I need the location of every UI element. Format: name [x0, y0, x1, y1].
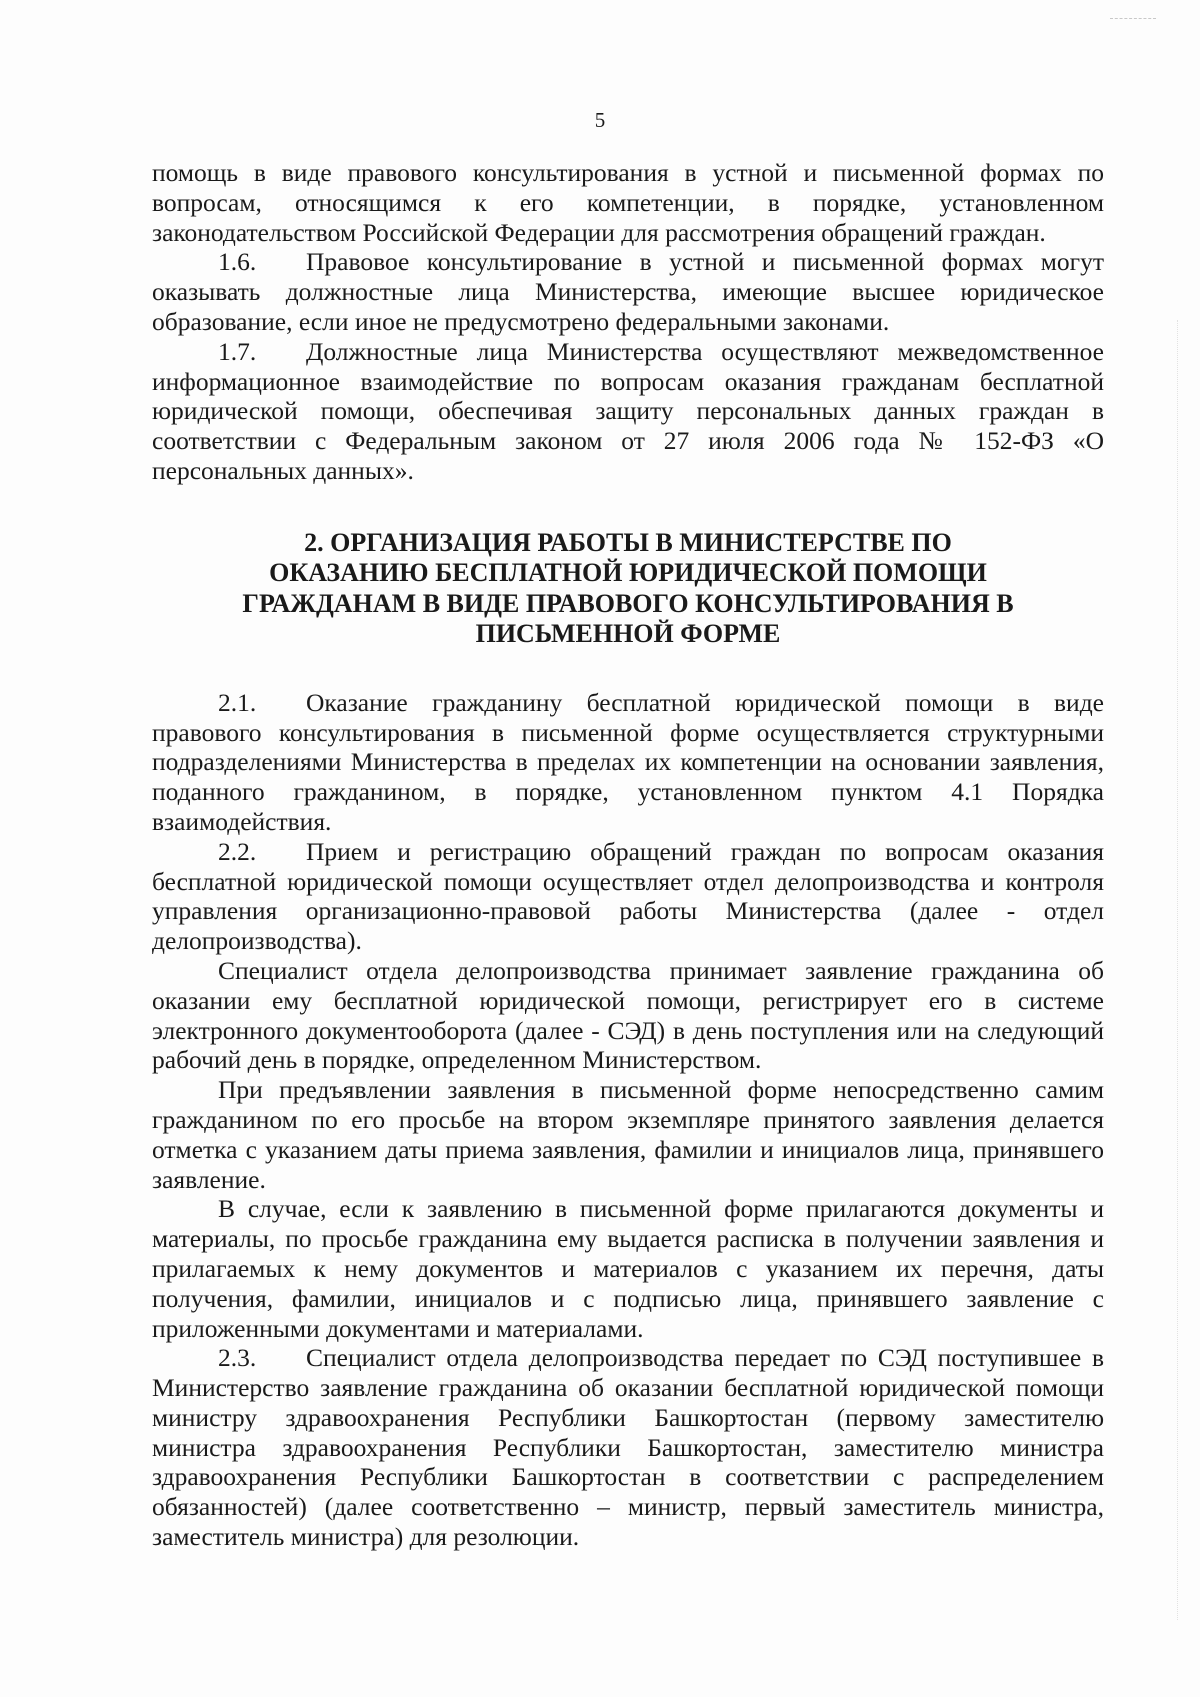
clause-text: Специалист отдела делопроизводства передает по СЭД поступившее в Министерство заявление гражданина об оказании бесплатной юридической помощи министру здравоохранения Республики Башкортостан (первому заместителю министра здравоохранения Республики Башкортостан, заместителю министра здравоохранения Республики Башкортостан в соответствии с распределением обязанностей) (далее соответственно – министр, первый заместитель министра, заместитель министра) для резолюции. [152, 1343, 1104, 1552]
paragraph-continuation: помощь в виде правового консультирования в устной и письменной формах по вопросам, относящимся к его компетенции, в порядке, установленном законодательством Российской Федерации для рассмотрения обращений граждан. [152, 158, 1104, 247]
paragraph-specialist: Специалист отдела делопроизводства принимает заявление гражданина об оказании ему бесплатной юридической помощи, регистрирует его в системе электронного документооборота (далее - СЭД) в день поступления или на следующий рабочий день в порядке, определенном Министерством. [152, 955, 1104, 1075]
clause-number: 2.2. [218, 836, 257, 866]
paragraph-2-3 [152, 1343, 1104, 1552]
heading-line: 2. ОРГАНИЗАЦИЯ РАБОТЫ В МИНИСТЕРСТВЕ ПО [304, 527, 952, 557]
paragraph-presentation: При предъявлении заявления в письменной форме непосредственно самим гражданином по его просьбе на втором экземпляре принятого заявления делается отметка с указанием даты приема заявления, фамилии и инициалов лица, принявшего заявление. [152, 1075, 1104, 1194]
paragraph-receipt: В случае, если к заявлению в письменной форме прилагаются документы и материалы, по просьбе гражданина ему выдается расписка в получении заявления и прилагаемых к нему документов и материалов с указанием их перечня, даты получения, фамилии, инициалов и с подписью лица, принявшего заявление с приложенными документами и материалами. [152, 1194, 1104, 1343]
clause-text: Должностные лица Министерства осуществляют межведомственное информационное взаимодействие по вопросам оказания гражданам бесплатной юридической помощи, обеспечивая защиту персональных данных граждан в соответствии с Федеральным законом от 27 июля 2006 года № 152-ФЗ «О персональных данных». [152, 336, 1104, 485]
paragraph-1-6 [152, 247, 1104, 336]
paragraph-2-2 [152, 837, 1104, 956]
scan-artifact [1110, 18, 1156, 19]
clause-number: 1.6. [218, 247, 257, 277]
page-number: 5 [594, 108, 606, 132]
heading-line: ПИСЬМЕННОЙ ФОРМЕ [475, 619, 781, 649]
clause-number: 2.1. [218, 687, 257, 717]
clause-text: Оказание гражданину бесплатной юридической помощи в виде правового консультирования в письменной форме осуществляется структурными подразделениями Министерства в пределах их компетенции на основании заявления, поданного гражданином, в порядке, установленном пунктом 4.1 Порядка взаимодействия. [152, 687, 1104, 836]
heading-line: ГРАЖДАНАМ В ВИДЕ ПРАВОВОГО КОНСУЛЬТИРОВАНИЯ В [242, 588, 1014, 618]
paragraph-1-7 [152, 337, 1104, 486]
paragraph-2-1 [152, 688, 1104, 837]
document-body [152, 158, 1104, 1552]
clause-text: Прием и регистрацию обращений граждан по вопросам оказания бесплатной юридической помощи осуществляет отдел делопроизводства и контроля управления организационно-правовой работы Министерства (далее - отдел делопроизводства). [152, 836, 1104, 956]
scan-margin-artifact [1177, 320, 1178, 1620]
clause-text: Правовое консультирование в устной и письменной формах могут оказывать должностные лица Министерства, имеющие высшее юридическое образование, если иное не предусмотрено федеральными законами. [152, 247, 1104, 336]
clause-number: 2.3. [218, 1343, 257, 1373]
heading-line: ОКАЗАНИЮ БЕСПЛАТНОЙ ЮРИДИЧЕСКОЙ ПОМОЩИ [269, 558, 987, 588]
clause-number: 1.7. [218, 336, 257, 366]
section-2-heading [152, 528, 1104, 650]
